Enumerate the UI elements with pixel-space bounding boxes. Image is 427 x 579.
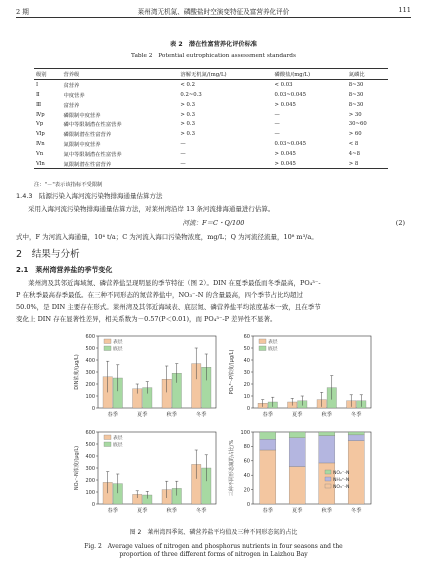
table-cell: 磷限制中度营养 (63, 112, 101, 119)
y-axis-label: 三种不同形态氮的占比/% (229, 439, 235, 497)
table-cell: Ⅵp (36, 131, 45, 138)
equation-explanation: 式中，F 为河流入海通量，10⁴ t/a；C 为河流入海口污染物浓度，mg/L；Q 为河流径流量，10⁸ m³/a。 (16, 233, 318, 241)
table-cell: Ⅳp (36, 111, 45, 118)
table-note: 注："－"表示该指标不受限制 (34, 182, 103, 188)
y-tick-label: 300 (85, 465, 95, 472)
x-tick-label: 夏季 (292, 508, 303, 514)
x-tick-label: 冬季 (351, 412, 362, 418)
x-tick-label: 冬季 (196, 508, 207, 514)
y-tick-label: 60 (243, 333, 250, 340)
th-np-ratio: 氮磷比 (347, 69, 388, 80)
stacked-bar-segment (260, 439, 276, 450)
table-cell: 氮限制中度营养 (63, 141, 101, 148)
x-tick-label: 春季 (107, 508, 118, 514)
y-tick-label: 20 (243, 381, 250, 388)
legend-label: 表层 (113, 340, 123, 345)
table-cell: 氮中等限制潜在性富营养 (63, 151, 122, 158)
figure-caption-en-2: proportion of three different forms of nitrogen in Laizhou Bay (119, 551, 308, 558)
table-cell: Vp (36, 121, 44, 128)
figure-caption-en-1: Fig. 2 Average values of nitrogen and phosphorus nutrients in four seasons and the (84, 543, 343, 550)
x-tick-label: 秋季 (321, 412, 332, 418)
legend-swatch (104, 339, 111, 344)
table-cell: 中度营养 (63, 93, 85, 100)
standards-table (34, 68, 388, 169)
th-level: 级别 (34, 69, 61, 80)
legend-label: 底层 (113, 443, 123, 448)
table-cell: — (274, 111, 280, 118)
issue-number: 2 期 (16, 8, 29, 16)
table-cell: 0.2~0.3 (180, 92, 202, 99)
table-cell: 富营养 (63, 102, 80, 109)
table-cell: 氮限制潜在性富营养 (61, 159, 178, 169)
table-cell: 0.03~0.045 (274, 140, 306, 147)
th-grade: 营养级 (61, 69, 178, 80)
x-tick-label: 夏季 (292, 412, 303, 418)
equation-2: 河流：F＝C・Q/100 (182, 219, 245, 227)
stacked-bar-segment (289, 467, 305, 504)
table-cell: 4~8 (348, 150, 360, 157)
table-row (34, 100, 388, 110)
table-cell: Vn (36, 150, 44, 157)
table-cell: — (274, 121, 280, 128)
x-tick-label: 春季 (262, 412, 273, 418)
table-cell: Ⅲ (36, 101, 42, 108)
table-cell: > 0.045 (273, 159, 347, 169)
legend-swatch (104, 346, 111, 351)
table-cell: 磷限制潜在性富营养 (63, 132, 112, 139)
running-header (16, 3, 411, 15)
legend-swatch (325, 477, 331, 481)
y-tick-label: 400 (85, 357, 95, 364)
stacked-bar-segment (289, 432, 305, 438)
table-cell: > 0.3 (180, 121, 195, 128)
table-cell: Ⅵn (34, 159, 61, 169)
y-tick-label: 0 (246, 501, 250, 508)
y-tick-label: 20 (243, 487, 250, 494)
y-tick-label: 200 (85, 477, 95, 484)
x-tick-label: 冬季 (196, 412, 207, 418)
table-cell: > 0.045 (274, 150, 296, 157)
stacked-bar-segment (348, 441, 364, 504)
stacked-bar-segment (260, 432, 276, 439)
y-tick-label: 600 (85, 333, 95, 340)
x-tick-label: 秋季 (321, 508, 332, 514)
legend-swatch (259, 346, 266, 351)
y-tick-label: 100 (85, 393, 95, 400)
table-caption-en: Table 2 Potential eutrophication assessment standards (131, 53, 296, 59)
stacked-bar-segment (260, 450, 276, 504)
y-tick-label: 100 (85, 489, 95, 496)
section-2-1-heading: 2.1 莱州湾营养盐的季节变化 (16, 266, 113, 274)
paragraph-line-4: 变化上 DIN 存在显著性差异，相关系数为－0.57(P＜0.01)，而 PO₄³⁻-P 差异性不显著。 (16, 315, 277, 323)
table-cell: > 0.3 (180, 111, 195, 118)
legend-label: NO₃⁻-N (333, 485, 350, 490)
th-phosphate: 磷酸盐/(mg/L) (273, 69, 347, 80)
section-2-heading: 2 结果与分析 (16, 249, 80, 260)
table-cell: 0.03~0.045 (274, 92, 306, 99)
panel-n-forms (225, 428, 375, 525)
y-tick-label: 400 (85, 453, 95, 460)
table-cell: — (180, 140, 186, 147)
table-cell: 8~30 (348, 101, 364, 108)
table-cell: < 8 (348, 140, 359, 147)
y-tick-label: 500 (85, 441, 95, 448)
panel-po4 (225, 332, 375, 429)
y-tick-label: 0 (91, 501, 95, 508)
table-row (34, 90, 388, 100)
table-cell: — (180, 150, 186, 157)
stacked-bar-segment (348, 435, 364, 441)
panel-no3 (70, 428, 220, 525)
x-tick-label: 春季 (262, 508, 273, 514)
table-row (34, 80, 388, 90)
table-cell: — (178, 159, 272, 169)
running-title: 莱州湾无机氮、磷酸盐时空演变特征及富营养化评价 (137, 8, 290, 16)
x-tick-label: 春季 (107, 412, 118, 418)
table-cell: < 0.03 (274, 82, 293, 89)
table-cell: > 30 (348, 111, 362, 118)
th-din: 溶解无机氮/(mg/L) (178, 69, 272, 80)
paragraph-line-2: P 在秋季最高春季最低。在三种不同形态的氮营养盐中，NO₃⁻-N 的含量最高，四个季节占比均超过 (16, 291, 303, 299)
table-row (34, 120, 388, 130)
x-tick-label: 秋季 (166, 508, 177, 514)
page-number: 111 (398, 6, 411, 14)
section-1-4-3-text: 采用入海河流污染物排海通量估算方法，对莱州湾沿岸 13 条河流排海通量进行估算。 (28, 205, 275, 213)
table-row (34, 129, 388, 139)
legend-swatch (325, 470, 331, 474)
legend-swatch (259, 339, 266, 344)
y-tick-label: 100 (240, 429, 250, 436)
legend-label: 底层 (113, 347, 123, 352)
table-cell: 磷中等限制潜在性富营养 (63, 122, 122, 129)
stacked-bar-segment (319, 463, 335, 504)
table-cell: Ⅱ (36, 92, 40, 99)
x-tick-label: 冬季 (351, 508, 362, 514)
y-tick-label: 0 (246, 405, 250, 412)
y-tick-label: 0 (91, 405, 95, 412)
table-cell: > 8 (347, 159, 388, 169)
table-cell: > 60 (348, 131, 362, 138)
y-tick-label: 50 (243, 345, 250, 352)
legend-label: 表层 (268, 340, 278, 345)
legend-swatch (104, 442, 111, 447)
x-tick-label: 夏季 (137, 412, 148, 418)
y-tick-label: 600 (85, 429, 95, 436)
table-cell: — (274, 131, 280, 138)
y-tick-label: 500 (85, 345, 95, 352)
table-cell: 8~30 (348, 92, 364, 99)
header-rule (16, 17, 411, 18)
table-cell: 8~30 (348, 82, 364, 89)
table-caption-cn: 表 2 潜在性富营养化评价标准 (170, 41, 257, 48)
y-tick-label: 40 (243, 357, 250, 364)
y-axis-label: NO₃⁻-N浓度/(μg/L) (74, 445, 80, 491)
stacked-bar-segment (319, 436, 335, 463)
equation-number: (2) (395, 219, 405, 227)
stacked-bar-segment (289, 438, 305, 467)
figure-caption-cn: 图 2 莱州湾四季氮、磷营养盐平均值及三种不同形态氮的占比 (129, 529, 298, 536)
legend-swatch (325, 484, 331, 488)
legend-swatch (104, 435, 111, 440)
table-cell: < 0.2 (180, 82, 195, 89)
table-cell: 贫营养 (63, 83, 80, 90)
y-axis-label: DIN浓度/(μg/L) (74, 354, 80, 390)
y-tick-label: 300 (85, 369, 95, 376)
y-tick-label: 10 (243, 393, 250, 400)
table-row (34, 149, 388, 159)
y-tick-label: 30 (243, 369, 250, 376)
x-tick-label: 秋季 (166, 412, 177, 418)
legend-label: 表层 (113, 436, 123, 441)
y-tick-label: 40 (243, 473, 250, 479)
table-row (34, 139, 388, 149)
table-cell: > 0.3 (180, 131, 195, 138)
y-tick-label: 60 (243, 458, 250, 465)
paragraph-line-3: 50.0%，是 DIN 主要存在形式。莱州湾及其邻近海域表、底层氮、磷营养盐平均浓度基本一致，且在季节 (16, 303, 321, 311)
legend-label: 底层 (268, 347, 278, 352)
stacked-bar-segment (319, 432, 335, 436)
legend-label: NO₂⁻-N (333, 471, 350, 476)
y-tick-label: 80 (243, 444, 250, 451)
legend-label: NH₄⁺-N (333, 478, 350, 483)
panel-din (70, 332, 220, 429)
table-cell: 30~60 (348, 121, 367, 128)
table-cell: > 0.045 (274, 101, 296, 108)
table-cell: Ⅳn (36, 140, 45, 147)
y-tick-label: 200 (85, 381, 95, 388)
stacked-bar-segment (348, 432, 364, 435)
table-row (34, 110, 388, 120)
table-cell: > 0.3 (180, 101, 195, 108)
table-cell: Ⅰ (36, 82, 39, 89)
x-tick-label: 夏季 (137, 508, 148, 514)
paragraph-line-1: 莱州湾及其邻近海域氮、磷营养盐呈现明显的季节特征（图 2）。DIN 在夏季最低而冬季最高，PO₄³⁻- (28, 279, 321, 287)
section-1-4-3-heading: 1.4.3 陆源污染入海河流污染物排海通量估算方法 (16, 192, 163, 200)
y-axis-label: PO₄³⁻-P浓度/(μg/L) (229, 349, 235, 395)
table-row (34, 159, 388, 169)
